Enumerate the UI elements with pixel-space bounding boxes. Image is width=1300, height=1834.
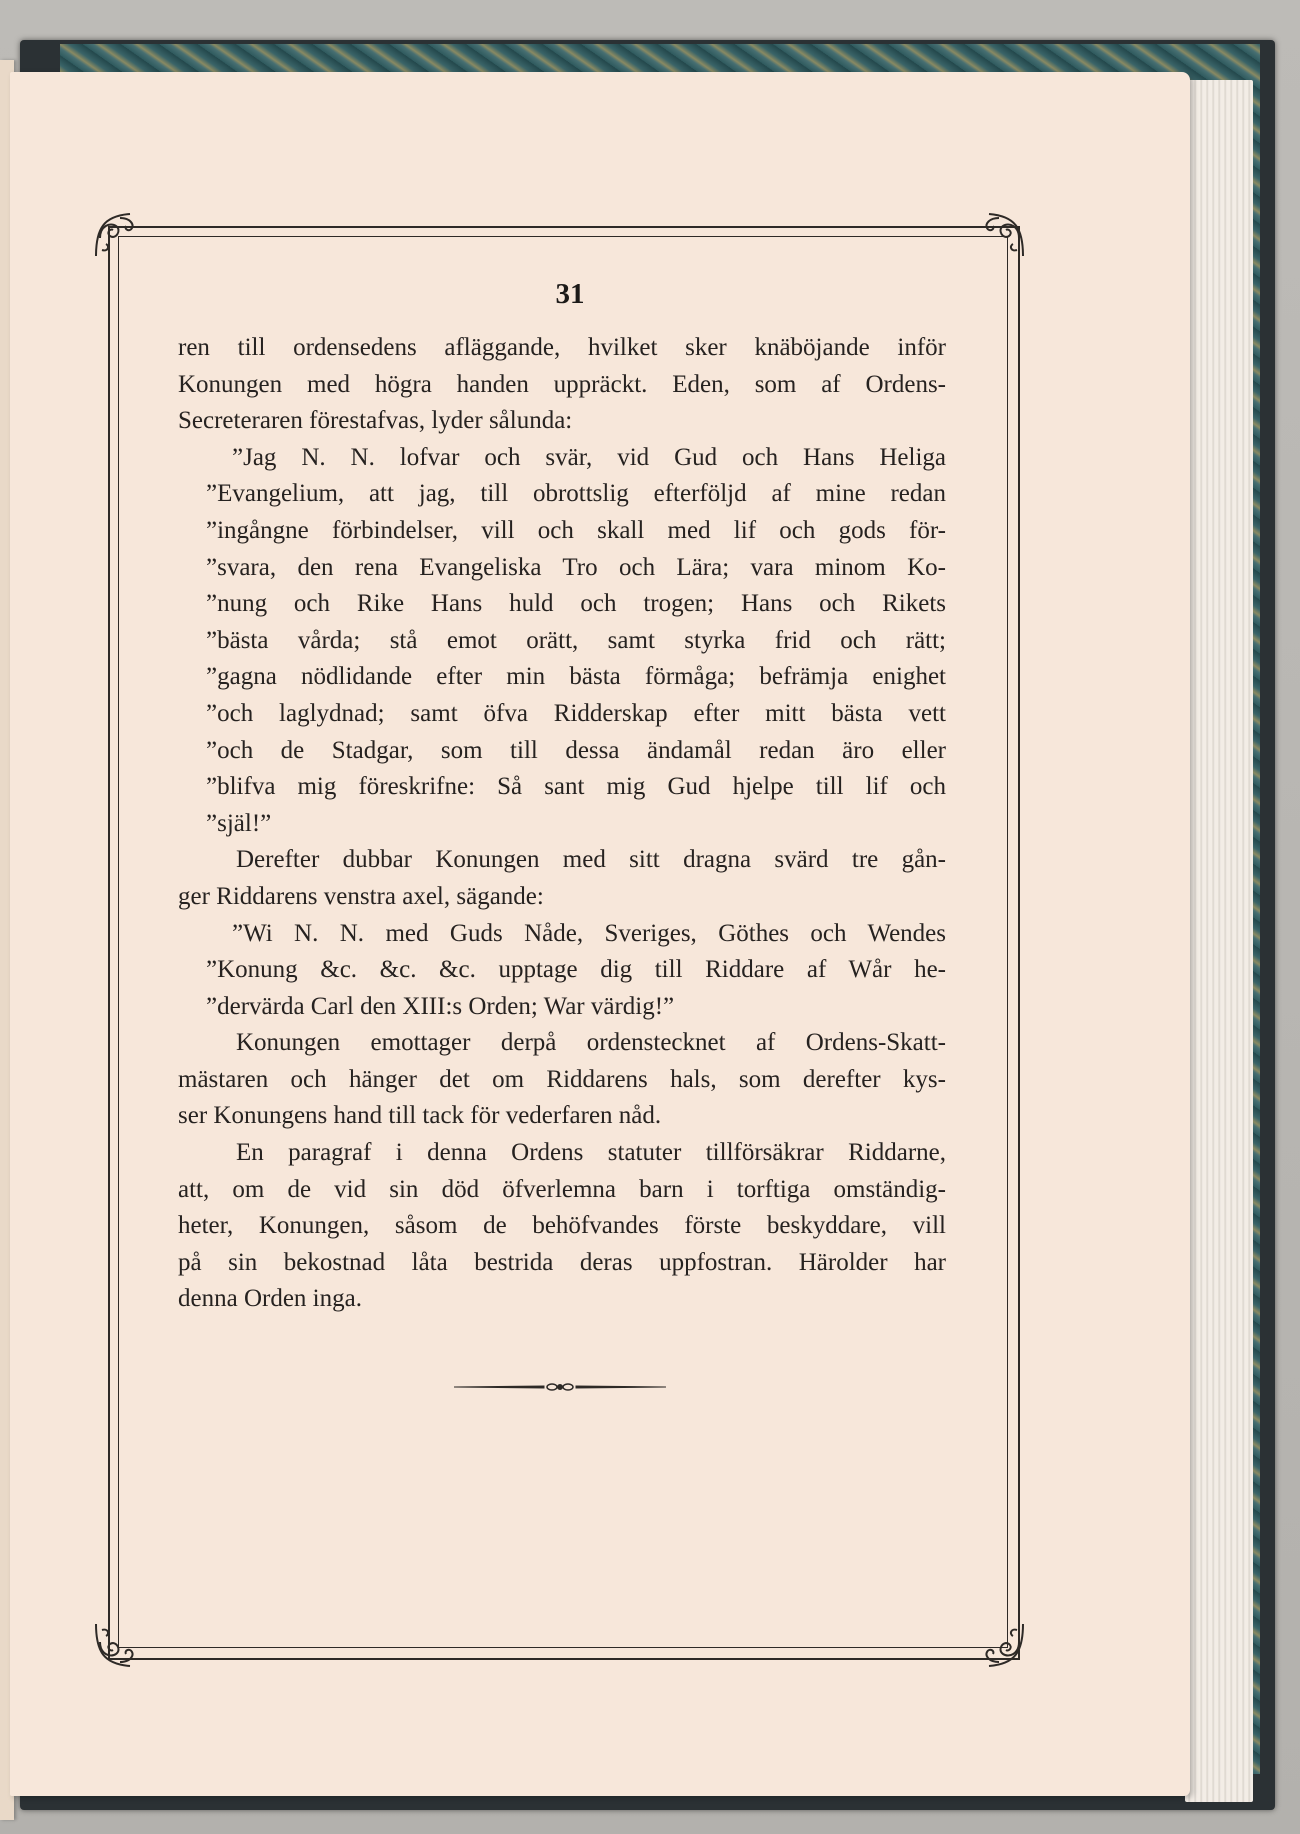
text-line: ”dervärda Carl den XIII:s Orden; War värdig!” xyxy=(206,992,675,1020)
text-line: på sin bekostnad låta bestrida deras uppfostran. Härolder har xyxy=(178,1248,946,1276)
page-number: 31 xyxy=(555,278,585,310)
text-line: En paragraf i denna Ordens statuter tillförsäkrar Riddarne, xyxy=(236,1139,946,1167)
scroll-corner-ornament-icon xyxy=(90,1618,144,1672)
text-line: mästaren och hänger det om Riddarens hals, som derefter kys- xyxy=(178,1065,946,1093)
text-line: heter, Konungen, såsom de behöfvandes förste beskyddare, vill xyxy=(178,1212,946,1240)
text-line: ger Riddarens venstra axel, sägande: xyxy=(178,882,544,910)
text-line: ”Wi N. N. med Guds Nåde, Sveriges, Göthes och Wendes xyxy=(232,919,946,947)
text-line: Konungen med högra handen uppräckt. Eden, som af Ordens- xyxy=(178,370,946,398)
text-line: Konungen emottager derpå ordenstecknet af Ordens-Skatt- xyxy=(236,1029,946,1057)
text-line: ren till ordensedens afläggande, hvilket sker knäböjande inför xyxy=(178,334,946,361)
text-line: att, om de vid sin död öfverlemna barn i torftiga omständig- xyxy=(178,1175,946,1203)
text-line: ”blifva mig föreskrifne: Så sant mig Gud hjelpe till lif och xyxy=(206,773,946,801)
body-text xyxy=(178,330,946,1318)
scroll-corner-ornament-icon xyxy=(975,208,1029,262)
text-line: ”gagna nödlidande efter min bästa förmåga; befrämja enighet xyxy=(206,663,946,691)
text-line: ”svara, den rena Evangeliska Tro och Lära; vara minom Ko- xyxy=(206,553,946,581)
text-line: ”och laglydnad; samt öfva Ridderskap efter mitt bästa vett xyxy=(206,699,946,727)
text-line: ser Konungens hand till tack för vederfaren nåd. xyxy=(178,1102,662,1130)
scroll-corner-ornament-icon xyxy=(975,1618,1029,1672)
text-line: ”själ!” xyxy=(206,809,272,837)
text-line: denna Orden inga. xyxy=(178,1285,362,1313)
text-line: ”nung och Rike Hans huld och trogen; Hans och Rikets xyxy=(206,590,946,618)
text-line: ”Jag N. N. lofvar och svär, vid Gud och Hans Heliga xyxy=(232,443,946,471)
text-line: ”Evangelium, att jag, till obrottslig efterföljd af mine redan xyxy=(206,480,946,508)
text-line: ”och de Stadgar, som till dessa ändamål redan äro eller xyxy=(206,736,946,764)
text-line: ”ingångne förbindelser, vill och skall med lif och gods för- xyxy=(206,516,946,544)
text-line: ”bästa vårda; stå emot orätt, samt styrka frid och rätt; xyxy=(206,626,946,654)
tailpiece-rule-ornament-icon xyxy=(452,1380,668,1394)
text-line: ”Konung &c. &c. &c. upptage dig till Riddare af Wår he- xyxy=(206,956,946,984)
scroll-corner-ornament-icon xyxy=(90,208,144,262)
text-line: Derefter dubbar Konungen med sitt dragna svärd tre gån- xyxy=(236,846,946,874)
page-stack-edge xyxy=(1185,80,1253,1802)
text-line: Secreteraren förestafvas, lyder sålunda: xyxy=(178,407,573,435)
